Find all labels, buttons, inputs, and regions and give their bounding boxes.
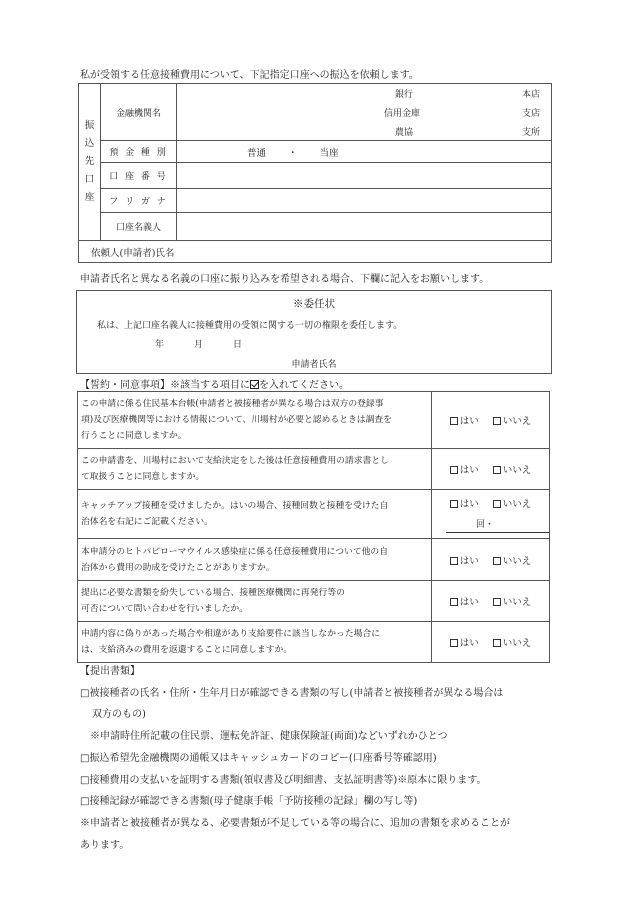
yes-checkbox[interactable]: はい xyxy=(450,597,479,608)
pledge-question: キャッチアップ接種を受けましたか。はいの場合、接種回数と接種を受けた自 治体名を右記にご記載ください。 xyxy=(78,490,432,539)
account-number-field[interactable] xyxy=(177,163,552,189)
furigana-label: フ リ ガ ナ xyxy=(101,189,177,213)
document-note: ※申請時住所記載の住民票、運転免許証、健康保険証(両面)などいずれかひとつ xyxy=(90,731,448,743)
documents-heading: 【提出書類】 xyxy=(80,666,140,677)
pledge-question: 本申請分のヒトパピローマウイルス感染症に係る任意接種費用について他の自 治体から費用の助成を受けたことがありますか。 xyxy=(78,539,432,581)
intro-text: 私が受領する任意接種費用について、下記指定口座への振込を依頼します。 xyxy=(80,70,419,81)
pledge-question: この申請書を、川場村において支給決定をした後は任意接種費用の請求書とし て取扱うことに同意しますか。 xyxy=(78,449,432,490)
proxy-statement: 私は、上記口座名義人に接種費用の受領に関する一切の権限を委任します。 xyxy=(97,321,403,331)
branch-type-office: 支所 xyxy=(522,128,541,138)
pledge-answer xyxy=(432,622,550,663)
pledge-heading: 【誓約・同意事項】※該当する項目に を入れてください。 xyxy=(80,380,349,391)
pledge-question: この申請に係る住民基本台帳(申請者と被接種者が異なる場合は双方の登録事 項)及び医療機関等における情報について、川場村が必要と認めるときは調査を 行うことに同意しますか。 xyxy=(78,392,432,449)
pledge-row xyxy=(78,581,550,622)
yes-checkbox[interactable]: はい xyxy=(450,465,479,476)
power-of-attorney-box xyxy=(76,290,552,374)
requester-name-field[interactable] xyxy=(79,241,552,263)
account-vertical-label: 振 込 先 口 座 xyxy=(79,84,101,241)
no-checkbox[interactable]: いいえ xyxy=(493,416,532,427)
account-number-label: 口 座 番 号 xyxy=(101,163,177,189)
requester-name-label: 依頼人(申請者)氏名 xyxy=(91,247,175,259)
deposit-type-field[interactable]: 普通 ・ 当座 xyxy=(177,141,552,163)
pledge-question: 申請内容に偽りがあった場合や相違があり支給要件に該当しなかった場合に は、支給済みの費用を返還することに同意しますか。 xyxy=(78,622,432,663)
deposit-current[interactable]: 当座 xyxy=(319,147,339,159)
document-item: □接種費用の支払いを証明する書類(領収書及び明細書、支払証明書等)※原本に限ります。 xyxy=(80,774,487,786)
document-item: □被接種者の氏名・住所・生年月日が確認できる書類の写し(申請者と被接種者が異なる場合は xyxy=(80,687,504,699)
no-checkbox[interactable]: いいえ xyxy=(493,465,532,476)
account-holder-label: 口座名義人 xyxy=(101,213,177,241)
bank-name-label: 金融機関名 xyxy=(101,84,177,141)
no-checkbox[interactable]: いいえ xyxy=(493,597,532,608)
bank-account-table xyxy=(78,83,552,263)
document-note: ※申請者と被接種者が異なる、必要書類が不足している等の場合に、追加の書類を求めることが xyxy=(80,817,510,829)
vaccination-count-field[interactable]: 回・ xyxy=(446,520,549,533)
pledge-row xyxy=(78,622,550,663)
bank-type-agri-coop: 農協 xyxy=(395,128,414,138)
pledge-answer xyxy=(432,392,550,449)
other-name-note: 申請者氏名と異なる名義の口座に振り込みを希望される場合、下欄に記入をお願いします。 xyxy=(80,274,490,285)
account-holder-field[interactable] xyxy=(177,213,552,241)
pledge-row xyxy=(78,449,550,490)
no-checkbox[interactable]: いいえ xyxy=(493,499,532,510)
deposit-ordinary[interactable]: 普通 xyxy=(247,147,267,159)
check-mark-icon xyxy=(250,380,259,389)
branch-type-branch: 支店 xyxy=(522,109,541,119)
yes-checkbox[interactable]: はい xyxy=(450,556,479,567)
pledge-question: 提出に必要な書類を紛失している場合、接種医療機関に再発行等の 可否について問い合わせを行いましたか。 xyxy=(78,581,432,622)
branch-type-main: 本店 xyxy=(522,90,541,100)
pledge-table xyxy=(77,391,550,663)
pledge-answer xyxy=(432,539,550,581)
proxy-title: ※委任状 xyxy=(293,298,335,310)
pledge-row xyxy=(78,392,550,449)
document-item: □振込希望先金融機関の通帳又はキャッシュカードのコピー(口座番号等確認用) xyxy=(80,752,437,764)
furigana-field[interactable] xyxy=(177,189,552,213)
pledge-row xyxy=(78,539,550,581)
document-note-continuation: あります。 xyxy=(80,839,130,851)
pledge-answer xyxy=(432,490,550,539)
bank-type-credit-union: 信用金庫 xyxy=(384,109,421,119)
document-item-continuation: 双方のもの) xyxy=(92,709,146,721)
pledge-answer xyxy=(432,449,550,490)
proxy-date[interactable]: 年 月 日 xyxy=(155,340,243,350)
pledge-row xyxy=(78,490,550,539)
required-documents xyxy=(80,661,560,856)
yes-checkbox[interactable]: はい xyxy=(450,416,479,427)
bank-type-bank: 銀行 xyxy=(395,90,414,100)
bank-name-field[interactable] xyxy=(177,84,552,141)
no-checkbox[interactable]: いいえ xyxy=(493,556,532,567)
yes-checkbox[interactable]: はい xyxy=(450,638,479,649)
no-checkbox[interactable]: いいえ xyxy=(493,638,532,649)
deposit-type-label: 預 金 種 別 xyxy=(101,141,177,163)
pledge-answer xyxy=(432,581,550,622)
yes-checkbox[interactable]: はい xyxy=(450,499,479,510)
proxy-signature-label: 申請者氏名 xyxy=(291,360,337,370)
document-item: □接種記録が確認できる書類(母子健康手帳「予防接種の記録」欄の写し等) xyxy=(80,796,418,808)
